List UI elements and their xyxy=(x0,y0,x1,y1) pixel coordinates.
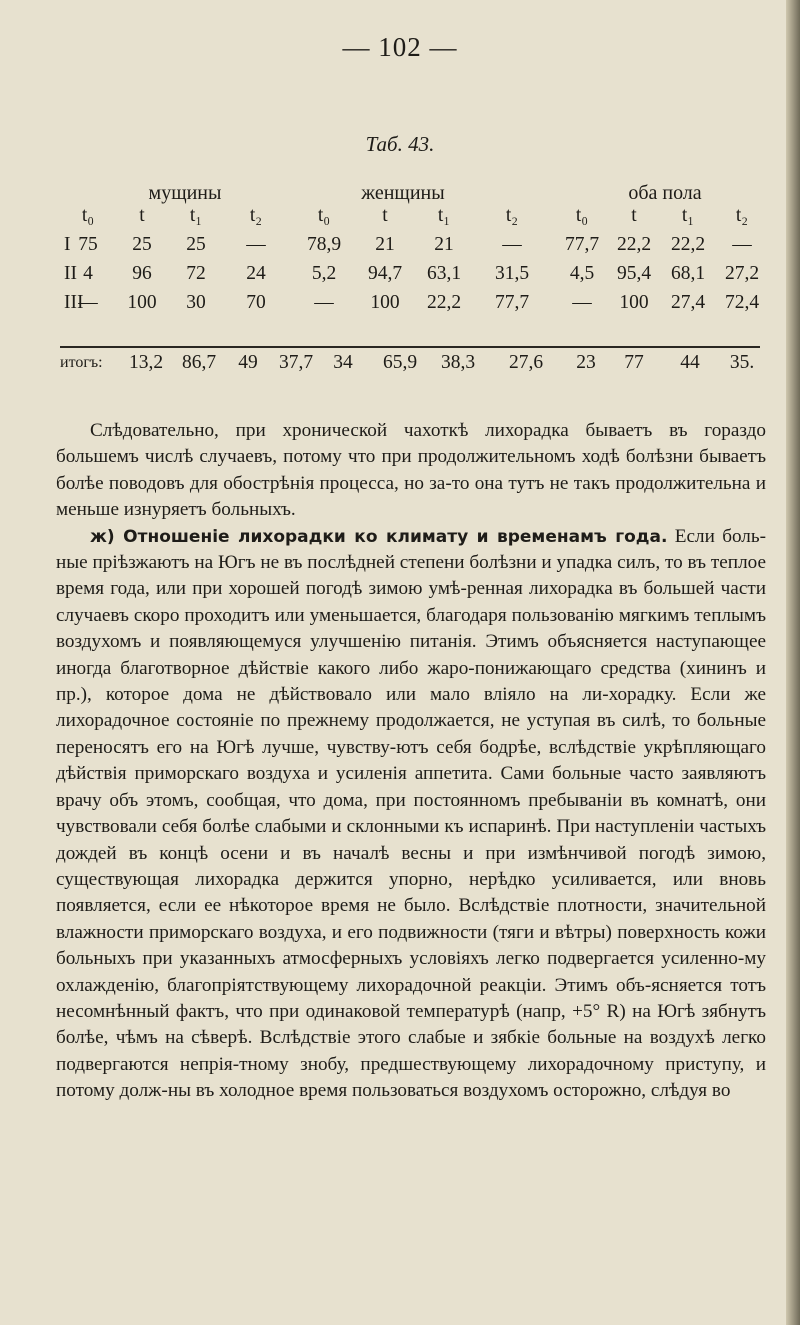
column-header: t₂ xyxy=(735,205,749,226)
table-cell: 5,2 xyxy=(311,263,337,284)
table-cell: 22,2 xyxy=(426,292,462,313)
body-text xyxy=(56,418,766,1105)
table-cell: 4,5 xyxy=(569,263,595,284)
total-cell: 23 xyxy=(576,352,596,373)
table-cell: 27,2 xyxy=(724,263,760,284)
table-cell: 22,2 xyxy=(670,234,706,255)
total-cell: 44 xyxy=(680,352,700,373)
table-cell: — xyxy=(246,234,266,255)
paragraph xyxy=(56,418,766,524)
group-header-both: оба пола xyxy=(628,182,702,204)
table-cell: 96 xyxy=(132,263,152,284)
table-cell: 77,7 xyxy=(564,234,600,255)
table-cell: 75 xyxy=(78,234,98,255)
total-cell: 34 xyxy=(333,352,353,373)
total-cell: 13,2 xyxy=(128,352,164,373)
table-cell: 72,4 xyxy=(724,292,760,313)
table-cell: 63,1 xyxy=(426,263,462,284)
table-cell: 100 xyxy=(370,292,400,313)
page-edge xyxy=(786,0,800,1325)
column-header: t₂ xyxy=(505,205,519,226)
table-cell: 70 xyxy=(246,292,266,313)
group-header-women: женщины xyxy=(361,182,445,204)
total-cell: 86,7 xyxy=(181,352,217,373)
column-header: t xyxy=(631,205,637,226)
table-cell: — xyxy=(502,234,522,255)
total-cell: 27,6 xyxy=(508,352,544,373)
table-cell: 27,4 xyxy=(670,292,706,313)
paragraph-text: Слѣдовательно, при хронической чахоткѣ лихорадка бываетъ въ гораздо большемъ числѣ случаевъ, потому что при продолжительномъ ходѣ болѣзни бываетъ болѣе поводовъ для обострѣнія процесса, но за-то она тутъ не такъ продолжительна и меньше изнуряетъ больныхъ. xyxy=(56,420,766,521)
paragraph xyxy=(56,524,766,1105)
row-label: I xyxy=(64,234,71,255)
table-cell: 25 xyxy=(186,234,206,255)
column-header: t₀ xyxy=(81,205,95,226)
total-cell: 35. xyxy=(729,352,755,373)
section-heading: ж) Отношеніе лихорадки ко климату и временамъ года. xyxy=(90,526,668,547)
table-cell: — xyxy=(732,234,752,255)
column-header: t₀ xyxy=(317,205,331,226)
table-cell: 100 xyxy=(127,292,157,313)
row-label: III xyxy=(64,292,84,313)
table-caption: Таб. 43. xyxy=(365,132,435,156)
total-rule xyxy=(60,346,760,348)
table-cell: 78,9 xyxy=(306,234,342,255)
table-cell: — xyxy=(78,292,98,313)
table-cell: 100 xyxy=(619,292,649,313)
table-cell: 72 xyxy=(186,263,206,284)
table-cell: 94,7 xyxy=(367,263,403,284)
column-header: t xyxy=(382,205,388,226)
group-header-men: мущины xyxy=(148,182,222,204)
table-cell: 22,2 xyxy=(616,234,652,255)
paragraph-text: Если боль-ные пріѣзжаютъ на Югъ не въ послѣдней степени болѣзни и упадка силъ, то въ теплое время года, или при хорошей погодѣ зимою умѣ-ренная лихорадка въ большей части случаевъ скоро проходитъ или уменьшается, благодаря пользованію мягкимъ теплымъ воздухомъ и появляющемуся улучшенію питанія. Этимъ объясняется наступающее иногда благотворное дѣйствіе какого либо жаро-понижающаго средства (хининъ и пр.), которое дома не дѣйствовало или мало вліяло на ли-хорадку. Если же лихорадочное состояніе по прежнему продолжается, не уступая въ силѣ, то больные переносятъ его на Югѣ лучше, чувству-ютъ себя бодрѣе, вслѣдствіе укрѣпляющаго дѣйствія приморскаго воздуха и усиленія аппетита. Сами больные часто заявляютъ врачу объ этомъ, сообщая, что дома, при постоянномъ пребываніи въ комнатѣ, они чувствовали себя болѣе слабыми и склонными къ испаринѣ. При наступленіи частыхъ дождей въ концѣ осени и въ началѣ весны и при измѣнчивой погодѣ зимою, существующая лихорадка держится упорно, нерѣдко усиливается, или вновь появляется, если ее нѣкоторое время не было. Вслѣдствіе плотности, значительной влажности приморскаго воздуха, и его подвижности (тяги и вѣтры) поверхность кожи больныхъ при указанныхъ атмосферныхъ условіяхъ легко подвергается усиленно-му охлажденію, благопріятствующему лихорадочной реакціи. Этимъ объ-ясняется тотъ несомнѣнный фактъ, что при одинаковой температурѣ (напр, +5° R) на Югѣ зябнутъ болѣе, чѣмъ на сѣверѣ. Вслѣдствіе этого слабые и зябкіе больные на воздухѣ легко подвергаются непрія-тному знобу, предшествующему лихорадочному приступу, и потому долж-ны въ холодное время пользоваться воздухомъ осторожно, слѣдуя во xyxy=(56,525,767,1102)
total-cell: 65,9 xyxy=(382,352,418,373)
total-cell: 49 xyxy=(238,352,258,373)
page-number: — 102 — xyxy=(342,32,458,62)
table-cell: — xyxy=(572,292,592,313)
column-header: t₀ xyxy=(575,205,589,226)
row-label: II xyxy=(64,263,77,284)
table-cell: 77,7 xyxy=(494,292,530,313)
table-cell: 25 xyxy=(132,234,152,255)
table-cell: 68,1 xyxy=(670,263,706,284)
table-cell: 30 xyxy=(186,292,206,313)
table-cell: 21 xyxy=(434,234,454,255)
total-cell: 77 xyxy=(624,352,644,373)
column-header: t xyxy=(139,205,145,226)
column-header: t₁ xyxy=(681,205,695,226)
total-cell: 37,7 xyxy=(278,352,314,373)
table-cell: 24 xyxy=(246,263,266,284)
column-header: t₁ xyxy=(437,205,451,226)
total-cell: 38,3 xyxy=(440,352,476,373)
table-cell: 31,5 xyxy=(494,263,530,284)
table-cell: — xyxy=(314,292,334,313)
total-label: итогъ: xyxy=(60,354,103,371)
table-cell: 4 xyxy=(83,263,93,284)
column-header: t₁ xyxy=(189,205,203,226)
table-cell: 95,4 xyxy=(616,263,652,284)
column-header: t₂ xyxy=(249,205,263,226)
table-cell: 21 xyxy=(375,234,395,255)
